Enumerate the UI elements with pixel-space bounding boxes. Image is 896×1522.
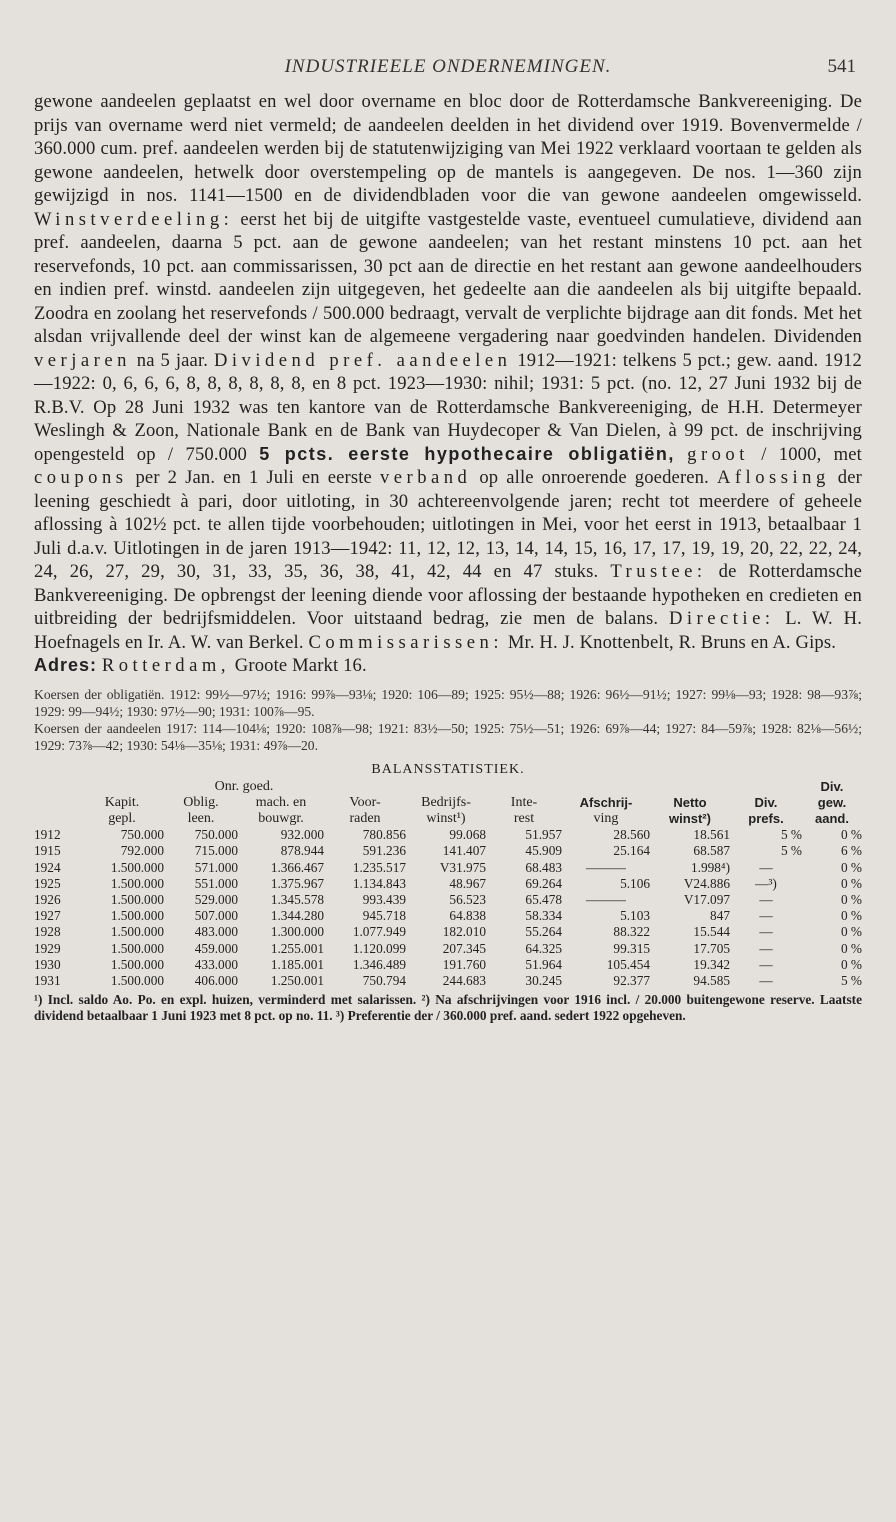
header-cell: winst¹) (426, 810, 466, 826)
page-number: 541 (827, 56, 856, 77)
table-cell: 1.077.949 (352, 924, 406, 940)
table-cell: 25.164 (613, 843, 650, 859)
table-cell: 591.236 (362, 843, 406, 859)
table-cell: 1.500.000 (110, 956, 164, 972)
keyword-winstverdeeling: Winstverdeeling: (34, 208, 234, 230)
table-cell: 792.000 (120, 843, 164, 859)
quotes-obligaties: Koersen der obligatiën. 1912: 99½—97½; 1916: 99⅞—93⅛; 1920: 106—89; 1925: 95½—88; 1926: 96½—91½; 1927: 99⅛—93; 1928: 98—93⅞; 1929: 99—94½; 1930: 97½—90; 1931: 100⅞—95. (34, 686, 862, 719)
body-text (34, 90, 862, 678)
main-paragraph (34, 90, 862, 654)
text-segment: Mr. H. J. Knottenbelt, R. Bruns en A. Gips. (507, 631, 837, 653)
text-segment: der leening geschiedt à pari, door uitloting, in 30 achtereenvolgende jaren; recht tot meerdere of geheele aflossing à 102½ pct. te allen tijde voorbehouden; uitlotingen in Mei, voor het eerst in 1913, betaalbaar 1 Juli d.a.v. Uitlotingen in de jaren 1913—1942: 11, 12, 12, 13, 14, 14, 15, 16, 17, 17, 19, 19, 20, 22, 22, 24, 24, 26, 27, 29, 30, 31, 33, 35, 36, 38, 41, 42, 44 en 47 stuks. (34, 467, 862, 582)
table-cell: 51.964 (525, 956, 562, 972)
table-cell: 0 % (840, 875, 862, 891)
header-cell (80, 779, 164, 795)
table-cell: 1.500.000 (110, 859, 164, 875)
table-cell: 1.185.001 (270, 956, 324, 972)
table-cell: 993.439 (362, 891, 406, 907)
footnote-text: ¹) Incl. saldo Ao. Po. en expl. huizen, verminderd met salarissen. ²) Na afschrijvingen voor 1916 incl. / 20.000 buitengewone reserve. Laatste dividend betaalbaar 1 Juni 1923 met 8 pct. op no. 11. ³) Preferentie der / 360.000 pref. aand. sedert 1922 opgeheven. (34, 992, 862, 1024)
table-cell: 1.300.000 (270, 924, 324, 940)
quotes (34, 686, 862, 754)
table-cell: 17.705 (693, 940, 730, 956)
table-cell: — (759, 924, 773, 940)
table-cell: 5 % (780, 843, 802, 859)
header-cell (34, 779, 80, 795)
header-cell: Afschrij- (579, 794, 633, 810)
header-cell: Bedrijfs- (421, 794, 471, 810)
header-cell (34, 811, 80, 827)
table-cell: — (759, 859, 773, 875)
header-cell: Onr. goed. (214, 778, 274, 794)
table-cell: 48.967 (449, 875, 486, 891)
table-cell: — (759, 956, 773, 972)
header-cell: Div. (820, 778, 844, 794)
table-cell: 571.000 (194, 859, 238, 875)
header-row (34, 795, 862, 811)
table-cell: 45.909 (525, 843, 562, 859)
header-cell: bouwgr. (258, 810, 304, 826)
table-cell: 1.345.578 (270, 891, 324, 907)
header-cell: Voor- (349, 794, 381, 810)
table-cell: 51.957 (525, 827, 562, 843)
header-cell: gew. (817, 794, 847, 810)
header-cell: mach. en (255, 794, 307, 810)
table-cell: 0 % (840, 956, 862, 972)
table-cell: — (759, 940, 773, 956)
table-cell: 780.856 (362, 827, 406, 843)
table-cell: 1.500.000 (110, 908, 164, 924)
header-cell: Kapit. (104, 794, 140, 810)
row-year: 1925 (34, 875, 61, 891)
header-cell: winst²) (669, 810, 711, 826)
header-cell: ving (593, 810, 619, 826)
table-cell: 932.000 (280, 827, 324, 843)
text-segment: per 2 Jan. en 1 Juli en eerste (135, 467, 372, 488)
table-cell: 105.454 (606, 956, 650, 972)
table-cell: 1.346.489 (352, 956, 406, 972)
address-city: Rotterdam, (101, 655, 230, 676)
header-cell (730, 779, 802, 795)
table-cell: 5 % (780, 827, 802, 843)
keyword-verband: verband (379, 467, 472, 488)
table-cell: 1.375.967 (270, 875, 324, 891)
table-row (34, 843, 862, 859)
keyword-directie: Directie: (668, 608, 775, 629)
table-row (34, 957, 862, 973)
row-year: 1928 (34, 924, 61, 940)
table-cell: 64.325 (525, 940, 562, 956)
table-cell: 406.000 (194, 972, 238, 988)
row-year: 1930 (34, 956, 61, 972)
table-cell: 15.544 (693, 924, 730, 940)
row-year: 1927 (34, 908, 61, 924)
table-cell: 0 % (840, 924, 862, 940)
text-segment: de Rotterdamsche Bankvereeniging. De opbrengst der leening diende voor aflossing der bestaande hypotheken en credieten en uitbreiding der bedrijfsmiddelen. Voor uitstaand bedrag, zie men de balans. (34, 561, 863, 629)
table-cell: 945.718 (362, 908, 406, 924)
table-cell: 459.000 (194, 940, 238, 956)
row-year: 1912 (34, 827, 61, 843)
keyword-adres: Adres: (34, 655, 98, 675)
table-cell: ——— (586, 859, 626, 875)
header-cell: prefs. (748, 810, 784, 826)
row-year: 1931 (34, 972, 61, 988)
table-cell: 207.345 (442, 940, 486, 956)
keyword-coupons: coupons (34, 467, 128, 488)
table-cell: 878.944 (280, 843, 324, 859)
table-cell: 551.000 (194, 875, 238, 891)
header-cell (486, 779, 562, 795)
balance-statistics (34, 760, 862, 990)
table-cell: 0 % (840, 908, 862, 924)
table-cell: 1.134.843 (352, 875, 406, 891)
table-cell: 1.235.517 (352, 859, 406, 875)
table-row (34, 941, 862, 957)
table-cell: 141.407 (442, 843, 486, 859)
table-cell: 99.068 (449, 827, 486, 843)
header-cell: Oblig. (183, 794, 219, 810)
header-cell: leen. (187, 810, 215, 826)
header-cell (34, 795, 80, 811)
table-cell: —³) (755, 875, 777, 891)
header-cell: aand. (815, 810, 849, 826)
table-cell: 0 % (840, 827, 862, 843)
row-year: 1929 (34, 940, 61, 956)
table-cell: 483.000 (194, 924, 238, 940)
header-cell: raden (349, 810, 381, 826)
table-cell: 529.000 (194, 891, 238, 907)
header-cell: gepl. (108, 810, 136, 826)
keyword-verjaren: verjaren (34, 349, 131, 371)
header-cell: Div. (754, 794, 778, 810)
table-cell: 750.000 (194, 827, 238, 843)
table-row (34, 860, 862, 876)
keyword-trustee: Trustee: (610, 561, 707, 582)
header-cell (650, 779, 730, 795)
keyword-groot: groot (687, 443, 749, 465)
keyword-dividend: Dividend pref. aandeelen (213, 349, 512, 371)
table-cell: 0 % (840, 859, 862, 875)
header-row (34, 779, 862, 795)
table-cell: 715.000 (194, 843, 238, 859)
table-row (34, 973, 862, 989)
table-cell: 30.245 (525, 972, 562, 988)
table-cell: 433.000 (194, 956, 238, 972)
running-head (34, 56, 862, 90)
table-cell: — (759, 972, 773, 988)
table-cell: 1.500.000 (110, 972, 164, 988)
table-cell: 750.794 (362, 972, 406, 988)
table-cell: 88.322 (613, 924, 650, 940)
header-row (34, 811, 862, 827)
header-cell (562, 779, 650, 795)
table-cell: 1.120.099 (352, 940, 406, 956)
row-year: 1926 (34, 891, 61, 907)
table-cell: 5 % (840, 972, 862, 988)
keyword-commissarissen: Commissarissen: (308, 631, 504, 653)
table-row (34, 908, 862, 924)
text-segment: gewone aandeelen geplaatst en wel door overname en bloc door de Rotterdamsche Bankvereeniging. De prijs van overname werd niet vermeld; de aandeelen deelden in het dividend over 1919. Bovenvermelde / 360.000 cum. pref. aandeelen werden bij de statutenwijziging van Mei 1922 verklaard voortaan te gelden als gewone aandeelen, hetwelk door overstempeling op de mantels is aangegeven. De nos. 1—360 zijn gewijzigd in nos. 1141—1500 en de dividendbladen voor die van gewone aandeelen omgewisseld. (34, 91, 862, 206)
footnotes (34, 992, 862, 1024)
table-cell: 6 % (840, 843, 862, 859)
header-cell: Netto (673, 794, 707, 810)
table-cell: 5.106 (620, 875, 650, 891)
table-cell: 1.250.001 (270, 972, 324, 988)
table-cell: 1.344.280 (270, 908, 324, 924)
table-cell: 64.838 (449, 908, 486, 924)
table-cell: 69.264 (525, 875, 562, 891)
table-cell: 19.342 (693, 956, 730, 972)
text-segment: na 5 jaar. (136, 349, 209, 371)
keyword-aflossing: Aflossing (716, 467, 830, 488)
balance-table (34, 779, 862, 990)
table-cell: 1.500.000 (110, 924, 164, 940)
table-cell: 1.500.000 (110, 940, 164, 956)
table-cell: 182.010 (442, 924, 486, 940)
row-year: 1915 (34, 843, 61, 859)
text-segment: eerst het bij de uitgifte vastgestelde vaste, eventueel cumulatieve, dividend aan pref. aandeelen, daarna 5 pct. aan de gewone aandeelen; van het restant minstens 10 pct. aan het reservefonds, 10 pct. aan commissarissen, 30 pct aan de directie en het restant aan gewone aandeelhouders en indien pref. winstd. aandeelen zijn uitgegeven, het gedeelte aan die aandeelen als bij uitgifte bepaald. Zoodra en zoolang het reservefonds / 500.000 bedraagt, vervalt de verplichte bijdrage aan dit fonds. Met het alsdan vrijvallende deel der winst kan de algemeene vergadering naar goedvinden handelen. Dividenden (34, 208, 862, 347)
table-cell: 191.760 (442, 956, 486, 972)
table-row (34, 892, 862, 908)
table-cell: ——— (586, 891, 626, 907)
table-cell: 0 % (840, 940, 862, 956)
text-segment: op alle onroerende goederen. (479, 467, 709, 488)
table-cell: 56.523 (449, 891, 486, 907)
text-segment: 1912—1921: telkens 5 pct.; gew. aand. 1912—1922: 0, 6, 6, 6, 8, 8, 8, 8, 8, 8, en 8 pct. 1923—1930: nihil; 1931: 5 pct. (no. 12, 27 Juni 1932 bij de R.B.V. Op 28 Juni 1932 was ten kantore van de Rotterdamsche Bankvereeniging, de H.H. Determeyer Weslingh & Zoon, Nationale Bank en de Bank van Huydecoper & Van Dielen, à 99 pct. de inschrijving opengesteld op / 750.000 (34, 349, 862, 465)
table-cell: 1.255.001 (270, 940, 324, 956)
text-segment: L. W. H. Hoefnagels en Ir. A. W. van Berkel. (34, 608, 862, 653)
table-cell: 1.366.467 (270, 859, 324, 875)
table-row (34, 827, 862, 843)
table-cell: 94.585 (693, 972, 730, 988)
header-cell (324, 779, 406, 795)
keyword-obligatien: 5 pcts. eerste hypothecaire obligatiën, (259, 443, 675, 464)
table-cell: 1.998⁴) (691, 859, 730, 875)
table-cell: 750.000 (120, 827, 164, 843)
table-cell: 99.315 (613, 940, 650, 956)
table-cell: 68.587 (693, 843, 730, 859)
table-cell: — (759, 891, 773, 907)
header-cell: rest (513, 810, 535, 826)
address-street: Groote Markt 16. (234, 655, 367, 676)
table-cell: 1.500.000 (110, 875, 164, 891)
quotes-aandeelen: Koersen der aandeelen 1917: 114—104⅛; 1920: 108⅞—98; 1921: 83½—50; 1925: 75½—51; 1926: 69⅞—44; 1927: 84—59⅞; 1928: 82⅛—56½; 1929: 73⅞—42; 1930: 54⅛—35⅛; 1931: 49⅞—20. (34, 720, 862, 753)
table-cell: 507.000 (194, 908, 238, 924)
header-cell: Inte- (510, 794, 538, 810)
table-cell: 0 % (840, 891, 862, 907)
table-cell: 847 (710, 908, 730, 924)
running-title: INDUSTRIEELE ONDERNEMINGEN. (284, 56, 612, 77)
table-cell: 244.683 (442, 972, 486, 988)
table-cell: 92.377 (613, 972, 650, 988)
table-cell: V31.975 (439, 859, 486, 875)
table-cell: V17.097 (683, 891, 730, 907)
address-line (34, 654, 862, 678)
table-cell: — (759, 908, 773, 924)
table-cell: 58.334 (525, 908, 562, 924)
row-year: 1924 (34, 859, 61, 875)
table-cell: 55.264 (525, 924, 562, 940)
header-cell (406, 779, 486, 795)
table-row (34, 924, 862, 940)
table-cell: 65.478 (525, 891, 562, 907)
table-body (34, 827, 862, 989)
table-cell: 28.560 (613, 827, 650, 843)
table-cell: 68.483 (525, 859, 562, 875)
table-row (34, 876, 862, 892)
table-cell: 18.561 (693, 827, 730, 843)
table-cell: V24.886 (683, 875, 730, 891)
table-cell: 5.103 (620, 908, 650, 924)
text-segment: / 1000, met (761, 443, 862, 465)
table-cell: 1.500.000 (110, 891, 164, 907)
stats-title: BALANSSTATISTIEK. (371, 761, 525, 777)
